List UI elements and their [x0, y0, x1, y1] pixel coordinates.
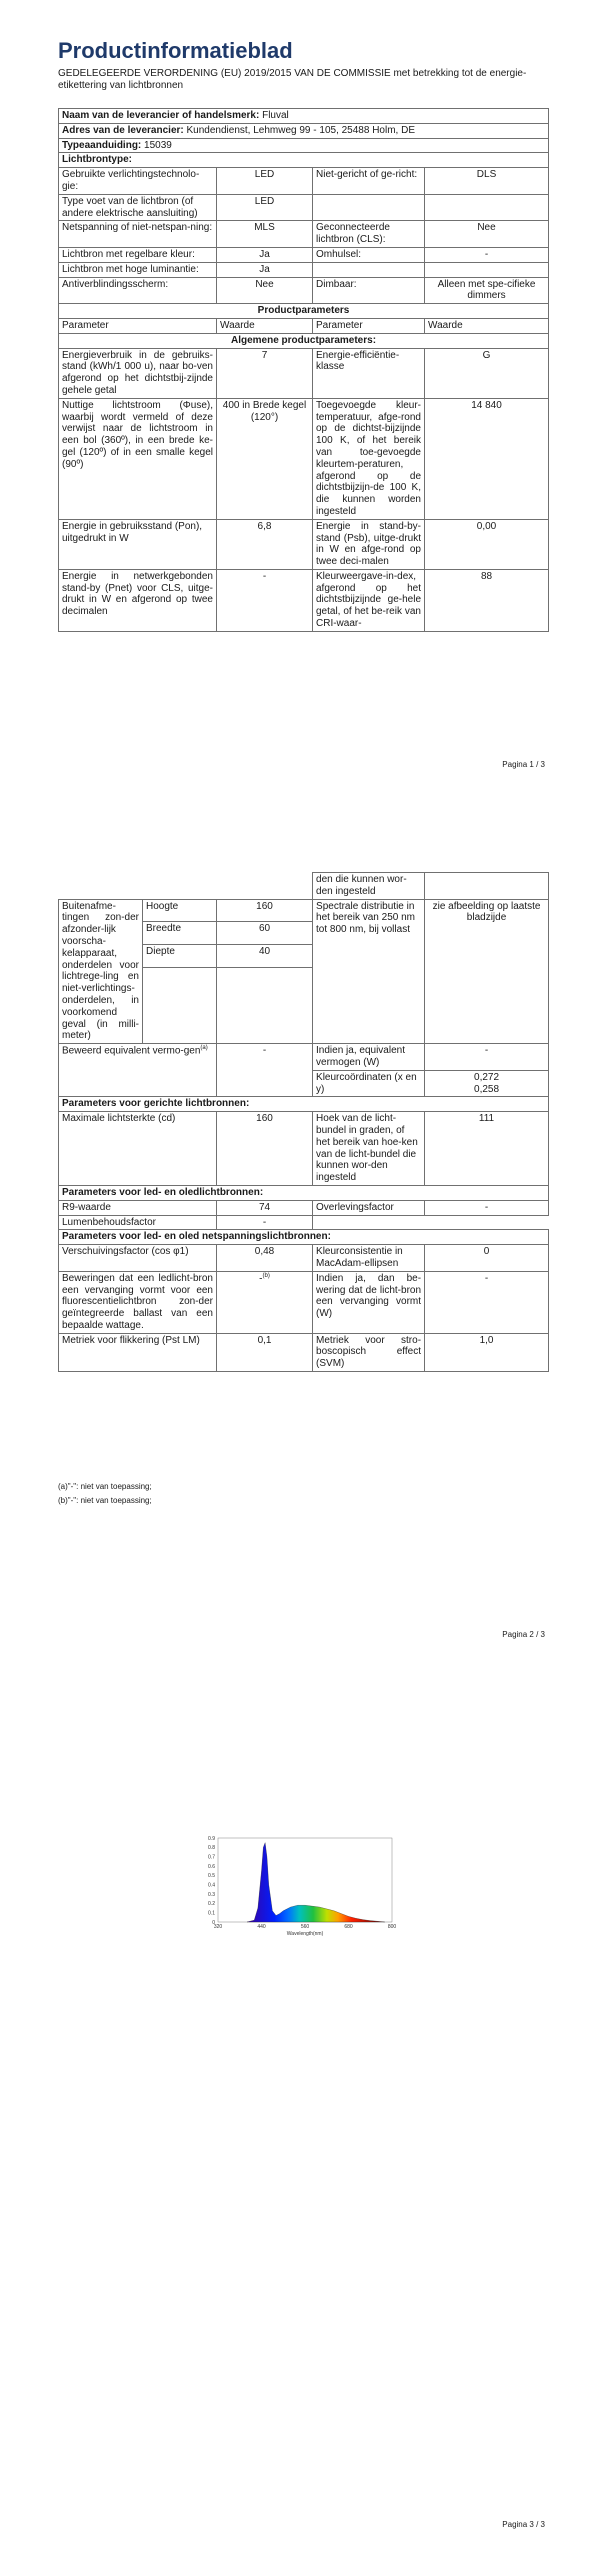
param-value: LED: [217, 168, 313, 195]
table-row: [59, 1112, 549, 1186]
param-label: Energie in gebruiksstand (Pon), uitgedrukt in W: [59, 519, 217, 569]
y-tick-label: 0.5: [208, 1873, 215, 1880]
param-value: DLS: [425, 168, 549, 195]
column-header-row: [59, 318, 549, 333]
param-value: 6,8: [217, 519, 313, 569]
table-row: [59, 1200, 549, 1215]
flicker-value: 0,1: [217, 1333, 313, 1371]
param-label: Energie-efficiëntie-klasse: [313, 348, 425, 398]
supplier-address-value: Kundendienst, Lehmweg 99 - 105, 25488 Holm, DE: [186, 124, 415, 136]
param-label: Omhulsel:: [313, 247, 425, 262]
displacement-value: 0,48: [217, 1245, 313, 1272]
param-label: Gebruikte verlichtingstechnolo-gie:: [59, 168, 217, 195]
param-value: Nee: [425, 221, 549, 248]
param-label: Kleurweergave-in-dex, afgerond op het dichtstbijzijnde ge-hele getal, of het be-reik van CRI-waar-: [313, 569, 425, 631]
footnote-b: (b)"-": niet van toepassing;: [58, 1496, 152, 1505]
x-tick-label: 800: [387, 1924, 397, 1930]
param-label: Lichtbron met hoge luminantie:: [59, 262, 217, 277]
width-value: 60: [217, 922, 313, 945]
param-label: [313, 262, 425, 277]
param-value: 7: [217, 348, 313, 398]
flicker-label: Metriek voor flikkering (Pst LM): [59, 1333, 217, 1371]
param-label: [313, 194, 425, 221]
equiv-w-value: -: [425, 1044, 549, 1071]
param-value: 14 840: [425, 398, 549, 519]
equiv-w-label: Indien ja, equivalent vermogen (W): [313, 1044, 425, 1071]
spectral-label: Spectrale distributie in het bereik van 250 nm tot 800 nm, bij vollast: [313, 899, 425, 1044]
y-tick-label: 0.1: [208, 1910, 215, 1917]
height-value: 160: [217, 899, 313, 922]
max-intensity-label: Maximale lichtsterkte (cd): [59, 1112, 217, 1186]
macadam-label: Kleurconsistentie in MacAdam-ellipsen: [313, 1245, 425, 1272]
section-heading-row: [59, 1185, 549, 1200]
param-label: Toegevoegde kleur-temperatuur, afge-rond op de dichtst-bijzijnde 100 K, of het bereik van toe-gevoegde kleurtem-peraturen, afgerond op de dichtstbijzijn-de 100 K, die kunnen worden ingesteld: [313, 398, 425, 519]
spectral-distribution-chart: [192, 1830, 402, 1940]
table-row: [59, 1245, 549, 1272]
table-row: [59, 1215, 549, 1230]
product-information-table-continued: [58, 872, 549, 1372]
param-label: Geconnecteerde lichtbron (CLS):: [313, 221, 425, 248]
equiv-power-label: Beweerd equivalent vermo-gen: [62, 1045, 201, 1057]
page-2: [0, 870, 603, 1730]
macadam-value: 0: [425, 1245, 549, 1272]
model-value: 15039: [144, 139, 172, 151]
product-params-heading: Productparameters: [59, 304, 549, 319]
claim-value-cell: [217, 1271, 313, 1333]
param-label: Antiverblindingsscherm:: [59, 277, 217, 304]
table-row: [59, 221, 549, 248]
y-tick-label: 0.8: [208, 1845, 215, 1852]
beam-angle-value: 111: [425, 1112, 549, 1186]
param-label: Energie in netwerkgebonden stand-by (Pnet) voor CLS, uitge-drukt in W en afgerond op twee decimalen: [59, 569, 217, 631]
param-label: Lichtbron met regelbare kleur:: [59, 247, 217, 262]
svm-label: Metriek voor stro-boscopisch effect (SVM): [313, 1333, 425, 1371]
column-header-param: Parameter: [313, 318, 425, 333]
chromaticity-x: 0,272: [474, 1071, 500, 1083]
document-subtitle: GEDELEGEERDE VERORDENING (EU) 2019/2015 VAN DE COMMISSIE met betrekking tot de energie-etikettering van lichtbronnen: [58, 67, 527, 92]
page-number: Pagina 3 / 3: [502, 2520, 545, 2529]
param-value: Nee: [217, 277, 313, 304]
param-label: Niet-gericht of ge-richt:: [313, 168, 425, 195]
claim-w-label: Indien ja, dan be-wering dat de licht-bron een vervanging vormt (W): [313, 1271, 425, 1333]
lightsource-type-heading-row: [59, 153, 549, 168]
table-row: [59, 1044, 549, 1071]
table-row: [59, 1333, 549, 1371]
claim-w-value: -: [425, 1271, 549, 1333]
section-heading-row: [59, 1097, 549, 1112]
page-1: [0, 0, 603, 870]
height-label: Hoogte: [143, 899, 217, 922]
column-header-value: Waarde: [217, 318, 313, 333]
spectrum-area: [247, 1843, 385, 1922]
product-params-heading-row: [59, 304, 549, 319]
x-tick-label: 320: [213, 1924, 223, 1930]
param-value: -: [425, 247, 549, 262]
column-header-param: Parameter: [59, 318, 217, 333]
document-title: Productinformatieblad: [58, 38, 293, 63]
svm-value: 1,0: [425, 1333, 549, 1371]
max-intensity-value: 160: [217, 1112, 313, 1186]
param-label: Dimbaar:: [313, 277, 425, 304]
param-label: Energie in stand-by-stand (Psb), uitge-drukt in W en afge-rond op twee deci-malen: [313, 519, 425, 569]
supplier-name-label: Naam van de leverancier of handelsmerk:: [62, 110, 260, 121]
param-label: Energieverbruik in de gebruiks-stand (kWh/1 000 u), naar bo-ven afgerond op het dichtstbij-zijnde gehele getal: [59, 348, 217, 398]
y-tick-label: 0.2: [208, 1901, 215, 1908]
x-tick-label: 560: [300, 1924, 310, 1930]
displacement-label: Verschuivingsfactor (cos φ1): [59, 1245, 217, 1272]
param-value: G: [425, 348, 549, 398]
y-tick-label: 0.3: [208, 1891, 215, 1898]
param-value: Ja: [217, 247, 313, 262]
section-heading-row: [59, 1230, 549, 1245]
param-value: 0,00: [425, 519, 549, 569]
spectral-value: zie afbeelding op laatste bladzijde: [425, 899, 549, 1044]
model-row: [59, 138, 549, 153]
depth-value: 40: [217, 945, 313, 968]
page-3: [0, 1730, 603, 2560]
table-row: [59, 168, 549, 195]
param-value: 88: [425, 569, 549, 631]
general-params-heading: Algemene productparameters:: [59, 333, 549, 348]
led-heading: Parameters voor led- en oledlichtbronnen:: [59, 1185, 549, 1200]
product-information-table: [58, 108, 549, 632]
lightsource-type-heading: Lichtbrontype:: [59, 153, 549, 168]
model-label: Typeaanduiding:: [62, 139, 142, 151]
param-value: Alleen met spe-cifieke dimmers: [425, 277, 549, 304]
lumen-label: Lumenbehoudsfactor: [59, 1215, 217, 1230]
survival-value: -: [425, 1200, 549, 1215]
supplier-name-row: [59, 109, 549, 124]
equiv-power-footnote-ref: (a): [200, 1045, 208, 1052]
table-row: [59, 262, 549, 277]
y-tick-label: 0.6: [208, 1863, 215, 1870]
table-row: [59, 398, 549, 519]
param-value: LED: [217, 194, 313, 221]
general-params-heading-row: [59, 333, 549, 348]
claim-label: Beweringen dat een ledlicht-bron een vervanging vormt voor een fluorescentielichtbron zon-der geïntegreerde ballast van een bepaalde wattage.: [59, 1271, 217, 1333]
directional-heading: Parameters voor gerichte lichtbronnen:: [59, 1097, 549, 1112]
column-header-value: Waarde: [425, 318, 549, 333]
param-value: [425, 194, 549, 221]
param-value: -: [217, 569, 313, 631]
supplier-address-row: [59, 123, 549, 138]
chromaticity-y: 0,258: [474, 1083, 500, 1095]
table-row: [59, 1271, 549, 1333]
page-number: Pagina 1 / 3: [502, 760, 545, 769]
supplier-address-label: Adres van de leverancier:: [62, 124, 184, 136]
table-row: [59, 348, 549, 398]
width-label: Breedte: [143, 922, 217, 945]
y-tick-label: 0.9: [208, 1835, 215, 1842]
dimensions-row: [59, 899, 549, 922]
depth-label: Diepte: [143, 945, 217, 968]
chromaticity-values: [425, 1070, 549, 1097]
table-row: [59, 194, 549, 221]
table-row: [59, 569, 549, 631]
x-tick-label: 680: [344, 1924, 353, 1930]
param-value: [425, 262, 549, 277]
table-row: [59, 277, 549, 304]
chromaticity-label: Kleurcoördinaten (x en y): [313, 1070, 425, 1097]
x-axis-label: Wavelength(nm): [286, 1931, 324, 1937]
dimensions-label: Buitenafme-tingen zon-der afzonder-lijk voorscha-kelapparaat, onderdelen voor lichtrege-ling en niet-verlichtings-onderdelen, in voorkomend geval (in milli-meter): [59, 899, 143, 1044]
led-mains-heading: Parameters voor led- en oled netspanningslichtbronnen:: [59, 1230, 549, 1245]
r9-label: R9-waarde: [59, 1200, 217, 1215]
table-row: [59, 247, 549, 262]
param-value: 400 in Brede kegel (120°): [217, 398, 313, 519]
param-label: Netspanning of niet-netspan-ning:: [59, 221, 217, 248]
footnote-a: (a)"-": niet van toepassing;: [58, 1482, 152, 1491]
param-label: Type voet van de lichtbron (of andere elektrische aansluiting): [59, 194, 217, 221]
lumen-value: -: [217, 1215, 313, 1230]
table-row: [59, 519, 549, 569]
survival-label: Overlevingsfactor: [313, 1200, 425, 1215]
page-number: Pagina 2 / 3: [502, 1630, 545, 1639]
y-tick-label: 0.7: [208, 1854, 215, 1861]
param-value: Ja: [217, 262, 313, 277]
table-row: [59, 873, 549, 900]
claim-value: -: [259, 1273, 263, 1285]
x-tick-label: 440: [257, 1924, 266, 1930]
beam-angle-label: Hoek van de licht-bundel in graden, of het bereik van hoe-ken van de licht-bundel die kunnen wor-den ingesteld: [313, 1112, 425, 1186]
equiv-power-value: -: [217, 1044, 313, 1097]
equiv-power-cell: [59, 1044, 217, 1097]
param-value: MLS: [217, 221, 313, 248]
r9-value: 74: [217, 1200, 313, 1215]
cri-continuation: den die kunnen wor-den ingesteld: [313, 873, 425, 900]
document-header: [58, 38, 548, 93]
claim-footnote-ref: (b): [262, 1272, 270, 1279]
y-tick-label: 0: [212, 1919, 215, 1926]
y-tick-label: 0.4: [208, 1882, 215, 1889]
param-label: Nuttige lichtstroom (Φuse), waarbij wordt vermeld of deze verwijst naar de lichtstroom in een bol (360º), in een brede ke-gel (120º) of in een smalle kegel (90º): [59, 398, 217, 519]
supplier-name-value: Fluval: [262, 110, 289, 121]
